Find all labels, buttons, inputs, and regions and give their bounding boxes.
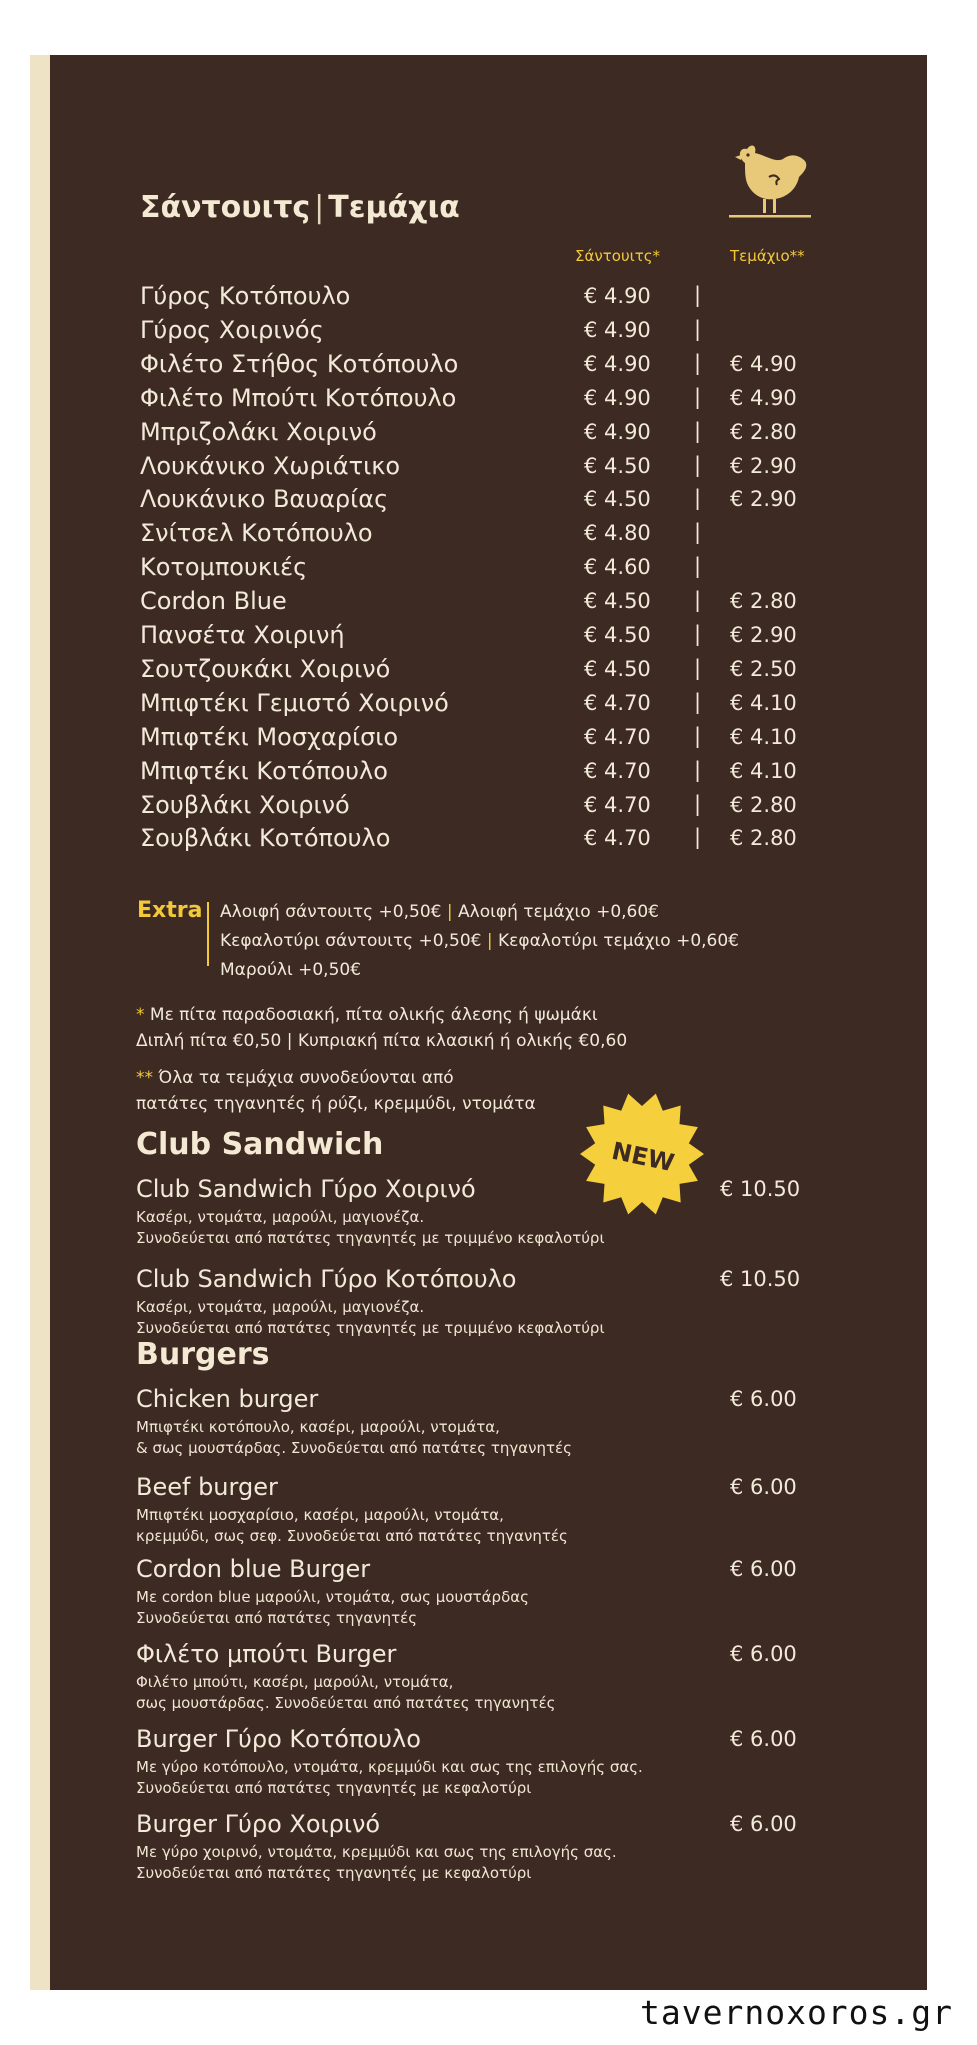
burger-item-name: Cordon blue Burger bbox=[136, 1555, 371, 1583]
burger-item-desc-1: Μπιφτέκι κοτόπουλο, κασέρι, μαρούλι, ντομάτα, bbox=[136, 1418, 500, 1436]
extra-sandwich-cheese: Κεφαλοτύρι σάντουιτς +0,50€ bbox=[220, 931, 482, 951]
price-separator: | bbox=[694, 283, 702, 307]
section-title-sandwiches bbox=[140, 190, 460, 225]
item-name: Λουκάνικο Χωριάτικο bbox=[140, 452, 401, 480]
item-name: Κοτομπουκιές bbox=[140, 553, 308, 581]
burger-item-desc-2: & σως μουστάρδας. Συνοδεύεται από πατάτες τηγανητές bbox=[136, 1439, 572, 1457]
price-sandwich: € 4.50 bbox=[584, 657, 651, 681]
burger-item-name: Burger Γύρο Κοτόπουλο bbox=[136, 1725, 421, 1753]
price-separator: | bbox=[694, 690, 702, 714]
note-2-line-2: πατάτες τηγανητές ή ρύζι, κρεμμύδι, ντομάτα bbox=[136, 1094, 536, 1114]
burger-item-desc-1: Φιλέτο μπούτι, κασέρι, μαρούλι, ντομάτα, bbox=[136, 1673, 454, 1691]
extra-line-2 bbox=[220, 931, 739, 951]
price-separator: | bbox=[694, 317, 702, 341]
price-separator: | bbox=[694, 554, 702, 578]
note-2-text: Όλα τα τεμάχια συνοδεύονται από bbox=[158, 1068, 454, 1088]
price-piece: € 2.80 bbox=[730, 793, 797, 817]
extra-line-1 bbox=[220, 902, 659, 922]
burger-item-desc-1: Μπιφτέκι μοσχαρίσιο, κασέρι, μαρούλι, ντομάτα, bbox=[136, 1506, 504, 1524]
burger-item-desc-1: Με cordon blue μαρούλι, ντομάτα, σως μουστάρδας bbox=[136, 1588, 529, 1606]
item-name: Σουβλάκι Κοτόπουλο bbox=[140, 824, 391, 852]
price-separator: | bbox=[694, 486, 702, 510]
price-separator: | bbox=[694, 622, 702, 646]
burger-item-desc-2: Συνοδεύεται από πατάτες τηγανητές bbox=[136, 1609, 418, 1627]
club-item-name: Club Sandwich Γύρο Χοιρινό bbox=[136, 1175, 476, 1203]
note-1-text: Με πίτα παραδοσιακή, πίτα ολικής άλεσης ή ψωμάκι bbox=[149, 1005, 598, 1025]
item-name: Φιλέτο Στήθος Κοτόπουλο bbox=[140, 350, 459, 378]
column-header-sandwich: Σάντουιτς* bbox=[575, 247, 661, 265]
price-sandwich: € 4.90 bbox=[584, 420, 651, 444]
club-item-desc-2: Συνοδεύεται από πατάτες τηγανητές με τριμμένο κεφαλοτύρι bbox=[136, 1229, 605, 1247]
price-sandwich: € 4.70 bbox=[584, 691, 651, 715]
price-sandwich: € 4.90 bbox=[584, 284, 651, 308]
price-sandwich: € 4.60 bbox=[584, 555, 651, 579]
burger-item-desc-1: Με γύρο χοιρινό, ντομάτα, κρεμμύδι και σως της επιλογής σας. bbox=[136, 1843, 617, 1861]
burger-item-desc-2: σως μουστάρδας. Συνοδεύεται από πατάτες τηγανητές bbox=[136, 1694, 556, 1712]
price-separator: | bbox=[694, 385, 702, 409]
price-separator: | bbox=[694, 453, 702, 477]
badge-text: NEW bbox=[609, 1136, 677, 1178]
burger-item-price: € 6.00 bbox=[730, 1387, 797, 1411]
burger-item-desc-2: Συνοδεύεται από πατάτες τηγανητές με κεφαλοτύρι bbox=[136, 1779, 532, 1797]
price-sandwich: € 4.50 bbox=[584, 623, 651, 647]
note-2-line-1 bbox=[136, 1068, 454, 1088]
chicken-icon bbox=[725, 133, 815, 228]
price-piece: € 2.80 bbox=[730, 589, 797, 613]
club-item-price: € 10.50 bbox=[720, 1267, 801, 1291]
price-separator: | bbox=[694, 520, 702, 544]
club-item-desc-1: Κασέρι, ντομάτα, μαρούλι, μαγιονέζα. bbox=[136, 1298, 425, 1316]
price-separator: | bbox=[694, 351, 702, 375]
price-sandwich: € 4.70 bbox=[584, 826, 651, 850]
item-name: Μπιφτέκι Γεμιστό Χοιρινό bbox=[140, 689, 449, 717]
price-sandwich: € 4.70 bbox=[584, 725, 651, 749]
price-separator: | bbox=[694, 419, 702, 443]
note-star: ** bbox=[136, 1068, 153, 1088]
price-piece: € 2.80 bbox=[730, 420, 797, 444]
burger-item-name: Φιλέτο μπούτι Burger bbox=[136, 1640, 397, 1668]
extra-label: Extra bbox=[137, 898, 203, 923]
starburst-badge bbox=[575, 1087, 710, 1222]
price-sandwich: € 4.50 bbox=[584, 487, 651, 511]
item-name: Σουτζουκάκι Χοιρινό bbox=[140, 655, 391, 683]
item-name: Λουκάνικο Βαυαρίας bbox=[140, 485, 389, 513]
price-sandwich: € 4.90 bbox=[584, 352, 651, 376]
price-piece: € 4.10 bbox=[730, 759, 797, 783]
item-name: Σουβλάκι Χοιρινό bbox=[140, 791, 350, 819]
title-sandwich: Σάντουιτς bbox=[140, 190, 311, 225]
price-piece: € 4.10 bbox=[730, 691, 797, 715]
item-name: Φιλέτο Μπούτι Κοτόπουλο bbox=[140, 384, 457, 412]
price-separator: | bbox=[694, 588, 702, 612]
note-1-line-1 bbox=[136, 1005, 598, 1025]
price-sandwich: € 4.80 bbox=[584, 521, 651, 545]
item-name: Μπιφτέκι Κοτόπουλο bbox=[140, 757, 388, 785]
burger-item-name: Burger Γύρο Χοιρινό bbox=[136, 1810, 381, 1838]
extra-piece-spread: Αλοιφή τεμάχιο +0,60€ bbox=[458, 902, 659, 922]
item-name: Πανσέτα Χοιρινή bbox=[140, 621, 345, 649]
price-piece: € 2.50 bbox=[730, 657, 797, 681]
price-sandwich: € 4.70 bbox=[584, 759, 651, 783]
extra-separator: | bbox=[446, 902, 453, 922]
price-separator: | bbox=[694, 656, 702, 680]
section-title-club: Club Sandwich bbox=[136, 1127, 384, 1162]
price-sandwich: € 4.50 bbox=[584, 454, 651, 478]
price-sandwich: € 4.70 bbox=[584, 793, 651, 817]
price-piece: € 2.80 bbox=[730, 826, 797, 850]
burger-item-desc-1: Με γύρο κοτόπουλο, ντομάτα, κρεμμύδι και σως της επιλογής σας. bbox=[136, 1758, 643, 1776]
burger-item-price: € 6.00 bbox=[730, 1812, 797, 1836]
item-name: Γύρος Κοτόπουλο bbox=[140, 282, 351, 310]
price-sandwich: € 4.50 bbox=[584, 589, 651, 613]
note-1-line-2: Διπλή πίτα €0,50 | Κυπριακή πίτα κλασική ή ολικής €0,60 bbox=[136, 1031, 628, 1051]
burger-item-desc-2: κρεμμύδι, σως σεφ. Συνοδεύεται από πατάτες τηγανητές bbox=[136, 1527, 568, 1545]
burger-item-price: € 6.00 bbox=[730, 1642, 797, 1666]
price-separator: | bbox=[694, 792, 702, 816]
price-piece: € 4.90 bbox=[730, 386, 797, 410]
burger-item-name: Chicken burger bbox=[136, 1385, 319, 1413]
note-star: * bbox=[136, 1005, 145, 1025]
burger-item-desc-2: Συνοδεύεται από πατάτες τηγανητές με κεφαλοτύρι bbox=[136, 1864, 532, 1882]
price-sandwich: € 4.90 bbox=[584, 318, 651, 342]
price-separator: | bbox=[694, 758, 702, 782]
price-separator: | bbox=[694, 825, 702, 849]
extra-divider bbox=[207, 902, 209, 966]
club-item-name: Club Sandwich Γύρο Κοτόπουλο bbox=[136, 1265, 517, 1293]
price-piece: € 4.10 bbox=[730, 725, 797, 749]
column-header-piece: Τεμάχιο** bbox=[730, 247, 805, 265]
title-separator: | bbox=[314, 190, 325, 225]
price-piece: € 2.90 bbox=[730, 623, 797, 647]
extra-separator: | bbox=[486, 931, 493, 951]
price-separator: | bbox=[694, 724, 702, 748]
item-name: Μπριζολάκι Χοιρινό bbox=[140, 418, 377, 446]
item-name: Σνίτσελ Κοτόπουλο bbox=[140, 519, 373, 547]
price-sandwich: € 4.90 bbox=[584, 386, 651, 410]
menu-panel bbox=[50, 55, 927, 1990]
watermark: tavernoxoros.gr bbox=[640, 1990, 977, 2035]
item-name: Μπιφτέκι Μοσχαρίσιο bbox=[140, 723, 399, 751]
price-piece: € 2.90 bbox=[730, 454, 797, 478]
extra-piece-cheese: Κεφαλοτύρι τεμάχιο +0,60€ bbox=[498, 931, 739, 951]
extra-sandwich-spread: Αλοιφή σάντουιτς +0,50€ bbox=[220, 902, 442, 922]
price-piece: € 2.90 bbox=[730, 487, 797, 511]
extra-line-3: Μαρούλι +0,50€ bbox=[220, 960, 362, 980]
burger-item-name: Beef burger bbox=[136, 1473, 278, 1501]
club-item-price: € 10.50 bbox=[720, 1177, 801, 1201]
club-item-desc-1: Κασέρι, ντομάτα, μαρούλι, μαγιονέζα. bbox=[136, 1208, 425, 1226]
item-name: Γύρος Χοιρινός bbox=[140, 316, 324, 344]
club-item-desc-2: Συνοδεύεται από πατάτες τηγανητές με τριμμένο κεφαλοτύρι bbox=[136, 1319, 605, 1337]
item-name: Cordon Blue bbox=[140, 587, 287, 615]
price-piece: € 4.90 bbox=[730, 352, 797, 376]
title-pieces: Τεμάχια bbox=[328, 190, 460, 225]
burger-item-price: € 6.00 bbox=[730, 1727, 797, 1751]
burger-item-price: € 6.00 bbox=[730, 1557, 797, 1581]
section-title-burgers: Burgers bbox=[136, 1337, 270, 1372]
burger-item-price: € 6.00 bbox=[730, 1475, 797, 1499]
